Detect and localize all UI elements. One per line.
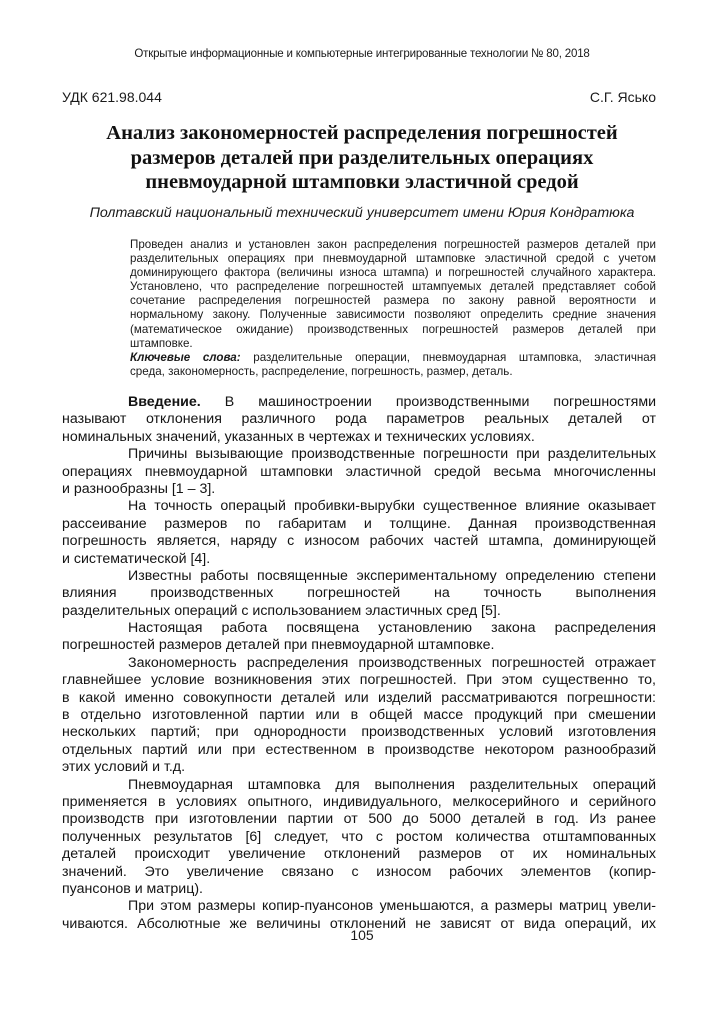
- abstract-line: штамповке.: [130, 336, 193, 350]
- body-line: пуансонов и матриц).: [62, 880, 203, 897]
- abstract-line: сочетание распределения погрешностей размера по закону равной вероятности и: [130, 294, 656, 308]
- udk-author-row: [62, 89, 656, 105]
- body-line: Причины вызывающие производственные погрешности при разделительных: [128, 446, 656, 463]
- body-line: и систематической [4].: [62, 550, 211, 567]
- body-line: в какой именно совокупности деталей или изделий рассматриваются погрешности:: [62, 689, 656, 706]
- body-line: При этом размеры копир-пуансонов уменьшаются, а размеры матриц увели-: [128, 898, 656, 915]
- body-line: погрешностей размеров деталей при пневмоударной штамповке.: [62, 637, 495, 654]
- abstract-line: доминирующего фактора (величины износа штампа) и погрешностей случайного характера.: [130, 266, 656, 280]
- body-line: Известны работы посвященные экспериментальному определению степени: [128, 567, 656, 584]
- udk-code: УДК 621.98.044: [62, 89, 162, 105]
- author-name: С.Г. Ясько: [589, 89, 656, 105]
- body-line: операциях пневмоударной штамповки эластичной средой весьма многочисленны: [62, 463, 656, 480]
- abstract-line: Установлено, что распределение погрешностей штампуемых деталей представляет собой: [130, 280, 656, 294]
- body-line: полученных результатов [6] следует, что с ростом количества отштампованных: [62, 828, 656, 845]
- body-line: Настоящая работа посвящена установлению закона распределения: [128, 620, 656, 637]
- article-body: [62, 394, 656, 933]
- page-number: 105: [350, 927, 374, 943]
- body-line: погрешность является, наряду с износом рабочих частей штампа, доминирующей: [62, 533, 656, 550]
- body-line: [62, 394, 656, 411]
- body-line: применяется в условиях опытного, индивидуального, мелкосерийного и серийного: [62, 793, 656, 810]
- keywords-label: Ключевые слова:: [130, 350, 241, 364]
- title-line: пневмоударной штамповки эластичной средой: [145, 171, 579, 193]
- body-line: Пневмоударная штамповка для выполнения разделительных операций: [128, 776, 656, 793]
- article-title: [60, 121, 664, 195]
- body-line: рассеивание размеров по габаритам и толщине. Данная производственная: [62, 515, 656, 532]
- body-line: номинальных значений, указанных в чертежах и технических условиях.: [62, 428, 535, 445]
- body-line: На точность операцый пробивки-вырубки существенное влияние оказывает: [128, 498, 656, 515]
- journal-header: Открытые информационные и компьютерные интегрированные технологии № 80, 2018: [134, 46, 590, 60]
- intro-text: В машиностроении производственными погрешностями: [200, 394, 656, 410]
- introduction-heading: Введение.: [128, 394, 201, 410]
- body-line: чиваются. Абсолютные же величины отклонений не зависят от вида операций, их: [62, 915, 656, 932]
- abstract-line: (математическое ожидание) производственных погрешностей размеров деталей при: [130, 322, 656, 336]
- keywords-line: [130, 351, 656, 365]
- body-line: Закономерность распределения производственных погрешностей отражает: [128, 654, 656, 671]
- abstract-line: нормальному закону. Полученные зависимости позволяют определить средние значения: [130, 308, 656, 322]
- body-line: в отдельно изготовленной партии или в общей массе продукций при смешении: [62, 707, 656, 724]
- abstract-line: Проведен анализ и установлен закон распределения погрешностей размеров деталей при: [130, 238, 656, 251]
- body-line: разделительных операций с использованием эластичных сред [5].: [62, 602, 501, 619]
- body-line: главнейшее условие возникновения этих погрешностей. При этом существенно то,: [62, 672, 656, 689]
- body-line: отдельных партий или при естественном в производстве некотором разнообразий: [62, 741, 656, 758]
- title-line: Анализ закономерностей распределения погрешностей: [106, 122, 618, 144]
- abstract: [130, 238, 656, 379]
- body-line: нескольких партий; при однородности производственных условий изготовления: [62, 724, 656, 741]
- keywords-text: разделительные операции, пневмоударная штамповка, эластичная: [240, 350, 656, 364]
- title-line: размеров деталей при разделительных операциях: [130, 146, 594, 169]
- body-line: называют отклонения различного рода параметров реальных деталей от: [62, 411, 656, 428]
- body-line: значений. Это увеличение связано с износом рабочих элементов (копир-: [62, 863, 656, 880]
- abstract-line: разделительных операциях при пневмоударной штамповке эластичной средой с учетом: [130, 252, 656, 266]
- body-line: деталей происходит увеличение отклонений размеров от их номинальных: [62, 846, 656, 863]
- keywords-line: среда, закономерность, распределение, погрешность, размер, деталь.: [130, 364, 513, 378]
- body-line: производств при изготовлении партии от 500 до 5000 деталей в год. Из ранее: [62, 811, 656, 828]
- body-line: и разнообразны [1 – 3].: [62, 480, 216, 497]
- affiliation: Полтавский национальный технический университет имени Юрия Кондратюка: [89, 205, 635, 221]
- body-line: влияния производственных погрешностей на точность выполнения: [62, 585, 656, 602]
- body-line: этих условий и т.д.: [62, 759, 186, 776]
